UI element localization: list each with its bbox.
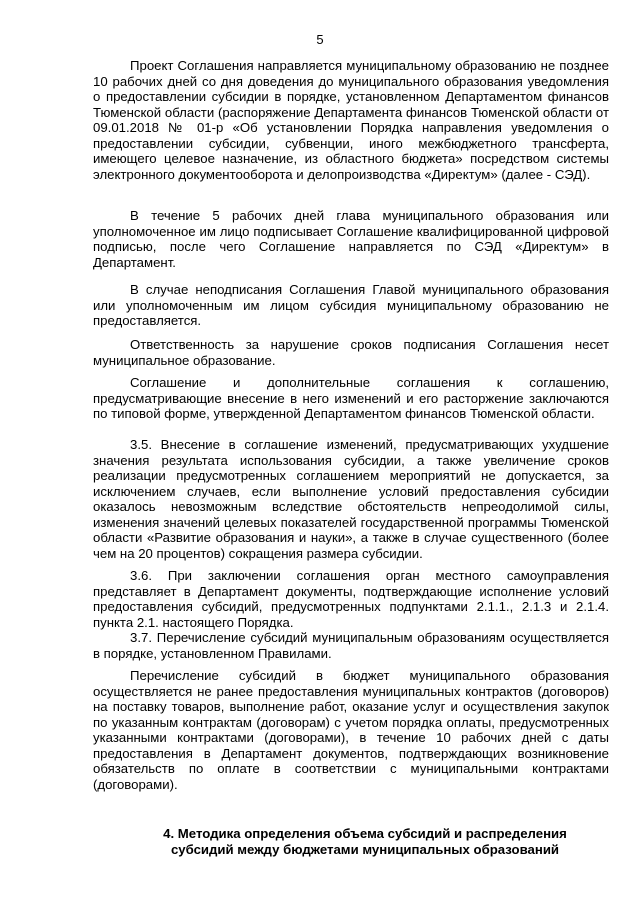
page-number: 5 [316, 32, 324, 47]
paragraph-3-5: 3.5. Внесение в соглашение изменений, предусматривающих ухудшение значения результата использования субсидии, а также увеличение сроков реализации предусмотренных соглашением мероприятий не допускается, за исключением случаев, если выполнение условий предоставления субсидии оказалось невозможным вследствие обстоятельств непреодолимой силы, изменения значений целевых показателей государственной программы Тюменской области «Развитие образования и науки», а также в случае существенного (более чем на 20 процентов) сокращения размера субсидии. [93, 437, 609, 561]
paragraph-additional-agreements: Соглашение и дополнительные соглашения к соглашению, предусматривающие внесение в него изменений и его расторжение заключаются по типовой форме, утвержденной Департаментом финансов Тюменской области. [93, 375, 609, 421]
paragraph-3-7: 3.7. Перечисление субсидий муниципальным образованиям осуществляется в порядке, установленном Правилами. [93, 630, 609, 661]
paragraph-signing-period: В течение 5 рабочих дней глава муниципального образования или уполномоченное им лицо подписывает Соглашение квалифицированной цифровой подписью, после чего Соглашение направляется по СЭД «Директум» в Департамент. [93, 208, 609, 270]
paragraph-responsibility: Ответственность за нарушение сроков подписания Соглашения несет муниципальное образование. [93, 337, 609, 368]
paragraph-transfer: Перечисление субсидий в бюджет муниципального образования осуществляется не ранее предоставления муниципальных контрактов (договоров) на поставку товаров, выполнение работ, оказание услуг и осуществления закупок по указанным контрактам (договорам) с учетом порядка оплаты, предусмотренных указанными контрактами (договорами), в течение 10 рабочих дней с даты предоставления в Департамент документов, подтверждающих возникновение обязательств по оплате в соответствии с муниципальными контрактами (договорами). [93, 668, 609, 792]
paragraph-3-6: 3.6. При заключении соглашения орган местного самоуправления представляет в Департамент документы, подтверждающие исполнение условий предоставления субсидий, предусмотренных подпунктами 2.1.1., 2.1.3 и 2.1.4. пункта 2.1. настоящего Порядка. [93, 568, 609, 630]
paragraph-agreement-draft: Проект Соглашения направляется муниципальному образованию не позднее 10 рабочих дней со дня доведения до муниципального образования уведомления о предоставлении субсидии в порядке, установленном Департаментом финансов Тюменской области (распоряжение Департамента финансов Тюменской области от 09.01.2018 № 01-р «Об установлении Порядка направления уведомления о предоставлении субсидии, субвенции, иного межбюджетного трансферта, имеющего целевое назначение, из областного бюджета» посредством системы электронного документооборота и делопроизводства «Директум» (далее - СЭД). [93, 58, 609, 182]
section-heading-4: 4. Методика определения объема субсидий и распределения субсидий между бюджетами муниципальных образований [163, 826, 567, 857]
paragraph-non-signing: В случае неподписания Соглашения Главой муниципального образования или уполномоченным им лицом субсидия муниципальному образованию не предоставляется. [93, 282, 609, 328]
